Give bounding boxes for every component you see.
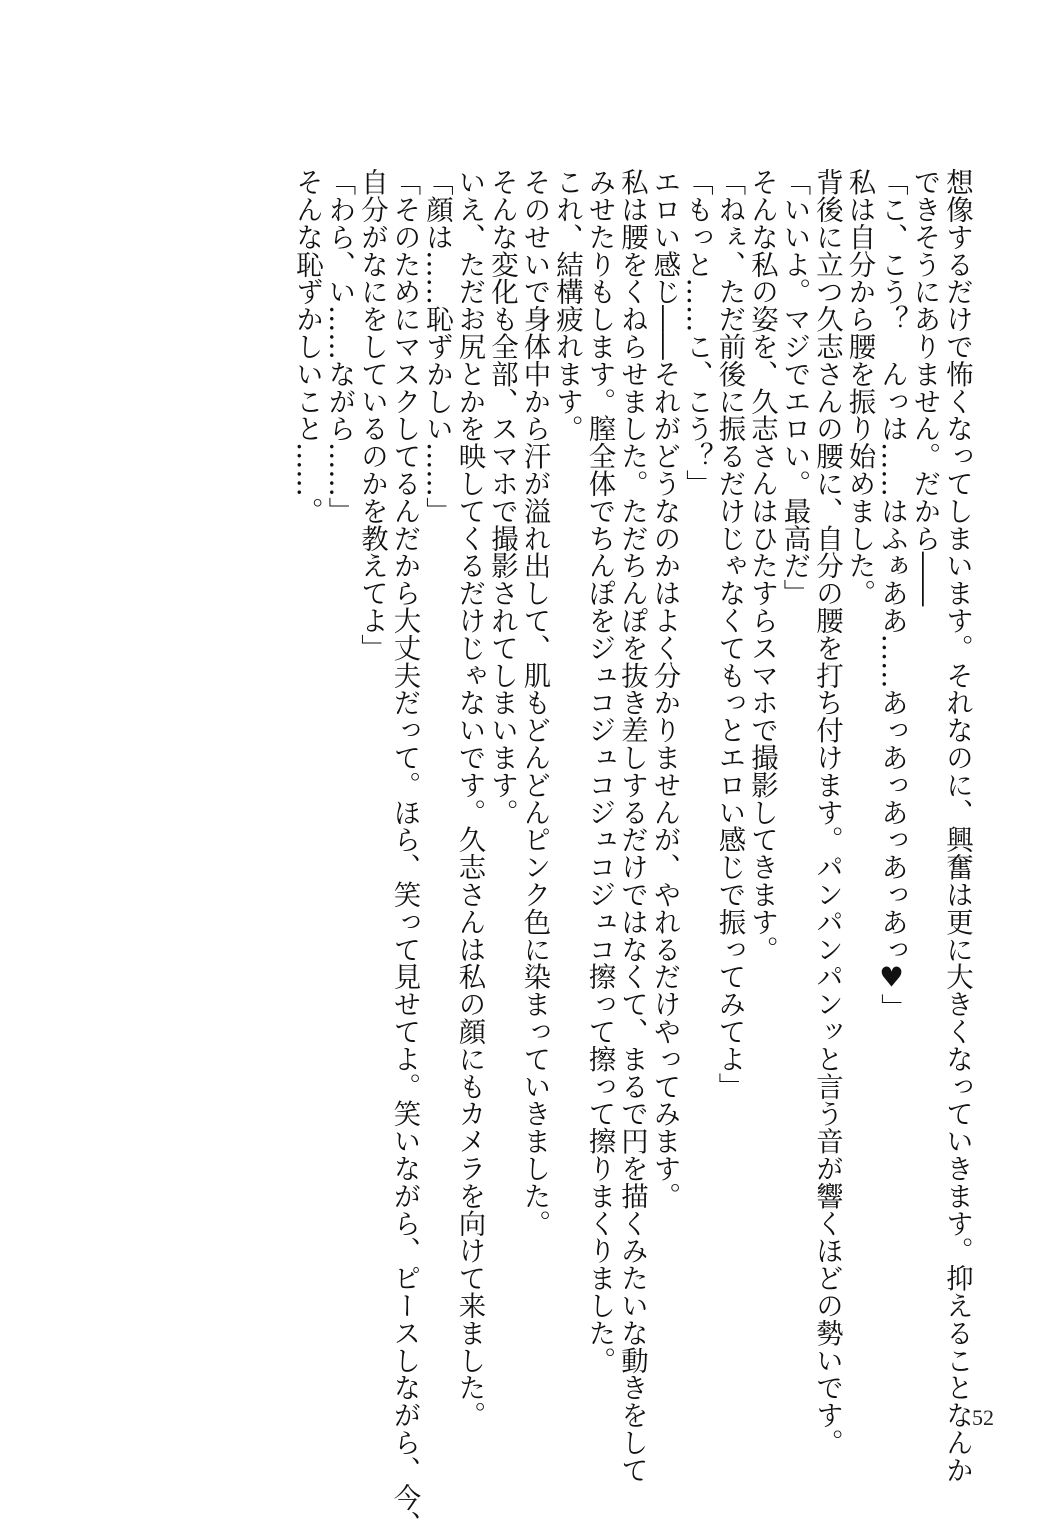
text-line-8: 「ねぇ、ただ前後に振るだけじゃなくてもっとエロい感じで振ってみてよ」	[713, 168, 745, 1100]
text-line-4: 私は自分から腰を振り始めました。	[843, 168, 875, 607]
text-line-19: 自分がなにをしているのかを教えてよ」	[356, 168, 387, 662]
text-line-3: 「こ、こう？ んっは……はふぁああ……あっあっあっあっあっ♥」	[876, 168, 907, 1021]
text-line-1: 想像するだけで怖くなってしまいます。それなのに、興奮は更に大きくなっていきます。抑えることなんか	[941, 168, 972, 1484]
text-line-18: 「そのためにマスクしてるんだから大丈夫だって。ほら、笑って見せてよ。笑いながら、ピースしながら、今、	[388, 168, 420, 1538]
text-line-6: 「いいよ。マジでエロい。最高だ」	[778, 168, 810, 607]
text-line-5: 背後に立つ久志さんの腰に、自分の腰を打ち付けます。パンパンパンッと言う音が響くほどの勢いです。	[811, 168, 842, 1456]
text-line-17: 「顔は……恥ずかしい……」	[421, 168, 452, 525]
text-line-10: エロい感じ――それがどうなのかはよく分かりませんが、やれるだけやってみます。	[648, 168, 680, 1210]
text-line-2: できそうにありません。だから――	[908, 168, 940, 607]
text-line-12: みせたりもします。膣全体でちんぽをジュコジュコジュコジュコ擦って擦って擦りまくりました。	[583, 168, 615, 1374]
text-line-21: そんな恥ずかしいこと……。	[291, 168, 322, 525]
text-line-11: 私は腰をくねらせました。ただちんぽを抜き差しするだけではなくて、まるで円を描くみたいな動きをして	[616, 168, 647, 1484]
vertical-body-text	[290, 168, 973, 1538]
text-line-16: いえ、ただお尻とかを映してくるだけじゃないです。久志さんは私の顔にもカメラを向けて来ました。	[453, 168, 485, 1429]
text-line-15: そんな変化も全部、スマホで撮影されてしまいます。	[486, 168, 517, 826]
text-line-7: そんな私の姿を、久志さんはひたすらスマホで撮影してきます。	[746, 168, 777, 963]
text-line-14: そのせいで身体中から汗が溢れ出して、肌もどんどんピンク色に染まっていきました。	[518, 168, 550, 1237]
text-line-13: これ、結構疲れます。	[551, 168, 582, 442]
text-line-20: 「わら、い……ながら……」	[323, 168, 355, 525]
page-number: 52	[972, 1405, 994, 1430]
text-line-9: 「もっと……こ、こう？」	[681, 168, 712, 497]
